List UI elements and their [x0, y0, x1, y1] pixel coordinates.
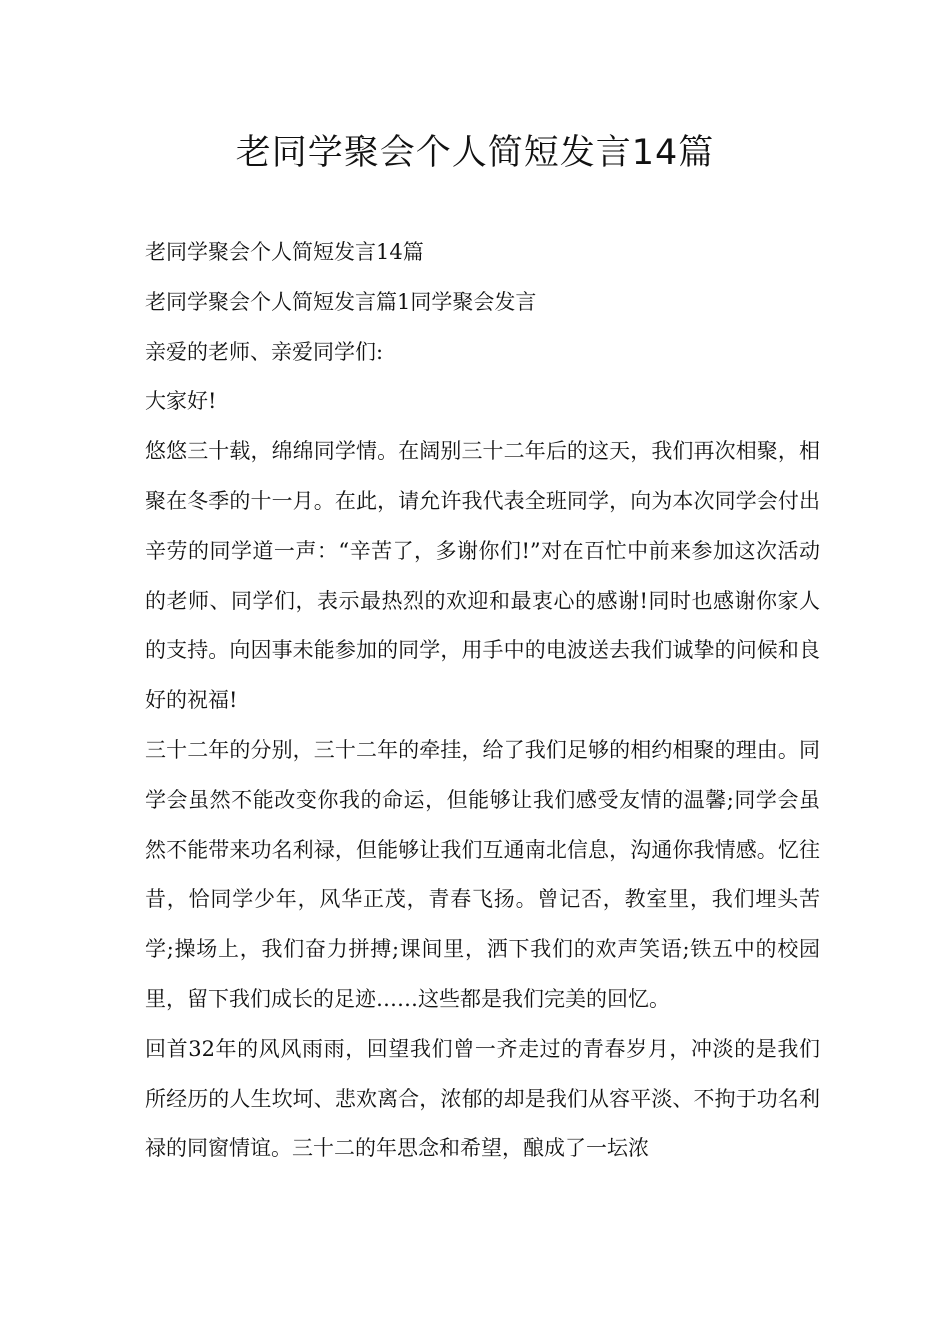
paragraph-body-1: 悠悠三十载，绵绵同学情。在阔别三十二年后的这天，我们再次相聚，相聚在冬季的十一月。在此，请允许我代表全班同学，向为本次同学会付出辛劳的同学道一声：“辛苦了，多谢你们!”对在百忙中前来参加这次活动的老师、同学们，表示最热烈的欢迎和最衷心的感谢!同时也感谢你家人的支持。向因事未能参加的同学，用手中的电波送去我们诚挚的问候和良好的祝福! — [145, 439, 820, 713]
paragraph-body-3: 回首32年的风风雨雨，回望我们曾一齐走过的青春岁月，冲淡的是我们所经历的人生坎坷、悲欢离合，浓郁的却是我们从容平淡、不拘于功名利禄的同窗情谊。三十二的年思念和希望，酿成了一坛浓 — [145, 1036, 820, 1161]
document-title: 老同学聚会个人简短发言14篇 — [235, 133, 715, 173]
paragraph-section-heading: 老同学聚会个人简短发言篇1同学聚会发言 — [145, 289, 537, 314]
document-body — [145, 228, 820, 1174]
paragraph-salutation: 亲爱的老师、亲爱同学们: — [145, 339, 384, 364]
paragraph-subtitle: 老同学聚会个人简短发言14篇 — [145, 240, 424, 264]
paragraph-body-2: 三十二年的分别，三十二年的牵挂，给了我们足够的相约相聚的理由。同学会虽然不能改变你我的命运，但能够让我们感受友情的温馨;同学会虽然不能带来功名利禄，但能够让我们互通南北信息，沟通你我情感。忆往昔，恰同学少年，风华正茂，青春飞扬。曾记否，教室里，我们埋头苦学;操场上，我们奋力拼搏;课间里，洒下我们的欢声笑语;铁五中的校园里，留下我们成长的足迹……这些都是我们完美的回忆。 — [145, 737, 820, 1011]
paragraph-greeting: 大家好! — [145, 389, 217, 414]
